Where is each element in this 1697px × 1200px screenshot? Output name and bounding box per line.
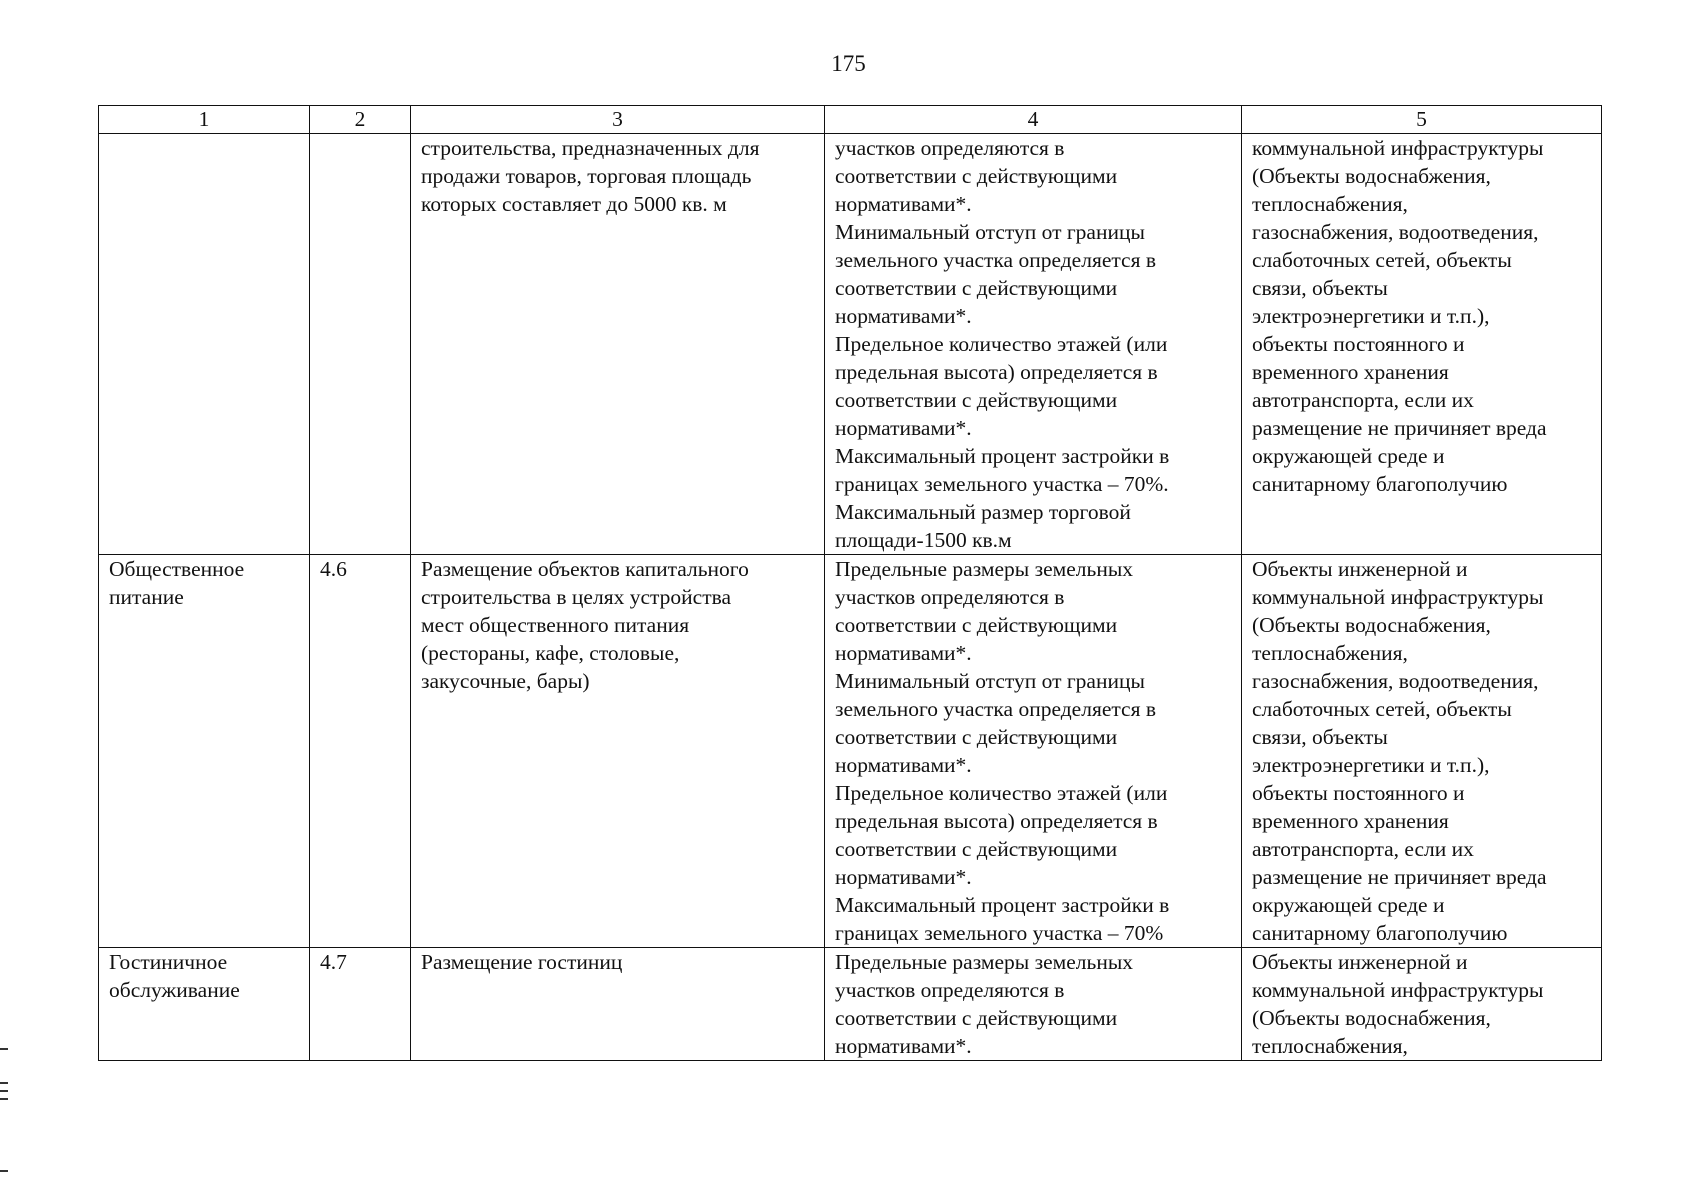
paragraph	[835, 667, 1233, 779]
parameters-line: нормативами*.	[835, 641, 972, 665]
column-header-4: 4	[825, 106, 1242, 134]
parameters-line: нормативами*.	[835, 753, 972, 777]
column-header-1: 1	[99, 106, 310, 134]
parameters-line: соответствии с действующими	[835, 1006, 1118, 1030]
auxiliary-objects-line: коммунальной инфраструктуры	[1252, 585, 1544, 609]
parameters-cell	[825, 555, 1242, 948]
margin-mark	[0, 1170, 8, 1172]
parameters-line: предельная высота) определяется в	[835, 360, 1158, 384]
description-line: строительства в целях устройства	[421, 585, 732, 609]
table-body	[99, 134, 1602, 1061]
auxiliary-objects-line: слаботочных сетей, объекты	[1252, 248, 1512, 272]
use-type-name-line: питание	[109, 585, 184, 609]
auxiliary-objects-line: коммунальной инфраструктуры	[1252, 978, 1544, 1002]
parameters-line: Предельное количество этажей (или	[835, 332, 1168, 356]
use-type-code: 4.6	[320, 557, 347, 581]
auxiliary-objects-line: объекты постоянного и	[1252, 781, 1465, 805]
use-type-code-cell	[310, 948, 411, 1061]
auxiliary-objects-line: Объекты инженерной и	[1252, 950, 1468, 974]
use-type-code: 4.7	[320, 950, 347, 974]
parameters-line: Максимальный размер торговой	[835, 500, 1131, 524]
margin-mark	[0, 1090, 8, 1092]
auxiliary-objects-line: Объекты инженерной и	[1252, 557, 1468, 581]
column-header-5: 5	[1242, 106, 1602, 134]
auxiliary-objects-line: (Объекты водоснабжения,	[1252, 613, 1491, 637]
auxiliary-objects-line: теплоснабжения,	[1252, 192, 1408, 216]
description-line: мест общественного питания	[421, 613, 690, 637]
table-row	[99, 555, 1602, 948]
auxiliary-objects-line: связи, объекты	[1252, 725, 1388, 749]
margin-mark	[0, 1048, 8, 1050]
auxiliary-objects-line: газоснабжения, водоотведения,	[1252, 669, 1539, 693]
use-type-name-cell	[99, 948, 310, 1061]
auxiliary-objects-line: (Объекты водоснабжения,	[1252, 1006, 1491, 1030]
use-type-name-line: Гостиничное	[109, 950, 228, 974]
auxiliary-objects-cell	[1242, 555, 1602, 948]
parameters-line: Предельное количество этажей (или	[835, 781, 1168, 805]
paragraph	[1252, 555, 1593, 947]
auxiliary-objects-line: электроэнергетики и т.п.),	[1252, 304, 1490, 328]
parameters-line: нормативами*.	[835, 192, 972, 216]
auxiliary-objects-line: (Объекты водоснабжения,	[1252, 164, 1491, 188]
parameters-line: Максимальный процент застройки в	[835, 444, 1170, 468]
paragraph	[1252, 948, 1593, 1060]
description-cell	[411, 948, 825, 1061]
parameters-line: земельного участка определяется в	[835, 697, 1156, 721]
paragraph	[835, 891, 1233, 947]
parameters-line: Максимальный процент застройки в	[835, 893, 1170, 917]
parameters-line: нормативами*.	[835, 304, 972, 328]
parameters-line: участков определяются в	[835, 585, 1065, 609]
auxiliary-objects-line: газоснабжения, водоотведения,	[1252, 220, 1539, 244]
table-row	[99, 134, 1602, 555]
parameters-line: соответствии с действующими	[835, 613, 1118, 637]
table-row	[99, 948, 1602, 1061]
use-type-name-line: обслуживание	[109, 978, 240, 1002]
description-cell	[411, 134, 825, 555]
auxiliary-objects-line: окружающей среде и	[1252, 893, 1445, 917]
zoning-table	[98, 105, 1602, 1061]
description-cell	[411, 555, 825, 948]
paragraph	[835, 948, 1233, 1060]
page-number: 175	[831, 51, 866, 76]
description-line: Размещение объектов капитального	[421, 557, 749, 581]
paragraph	[835, 555, 1233, 667]
paragraph	[1252, 134, 1593, 498]
use-type-name-line: Общественное	[109, 557, 245, 581]
auxiliary-objects-line: автотранспорта, если их	[1252, 388, 1474, 412]
auxiliary-objects-line: связи, объекты	[1252, 276, 1388, 300]
auxiliary-objects-line: размещение не причиняет вреда	[1252, 865, 1547, 889]
use-type-code-cell	[310, 555, 411, 948]
parameters-line: площади-1500 кв.м	[835, 528, 1012, 552]
description-line: строительства, предназначенных для	[421, 136, 760, 160]
parameters-line: границах земельного участка – 70%.	[835, 472, 1169, 496]
parameters-line: Минимальный отступ от границы	[835, 669, 1145, 693]
description-line: Размещение гостиниц	[421, 950, 623, 974]
parameters-line: соответствии с действующими	[835, 725, 1118, 749]
parameters-line: нормативами*.	[835, 865, 972, 889]
auxiliary-objects-line: автотранспорта, если их	[1252, 837, 1474, 861]
parameters-line: границах земельного участка – 70%	[835, 921, 1164, 945]
paragraph	[421, 134, 816, 218]
parameters-line: соответствии с действующими	[835, 164, 1118, 188]
auxiliary-objects-line: объекты постоянного и	[1252, 332, 1465, 356]
parameters-line: участков определяются в	[835, 978, 1065, 1002]
auxiliary-objects-line: временного хранения	[1252, 809, 1449, 833]
parameters-line: Предельные размеры земельных	[835, 557, 1134, 581]
auxiliary-objects-cell	[1242, 134, 1602, 555]
auxiliary-objects-line: коммунальной инфраструктуры	[1252, 136, 1544, 160]
parameters-line: нормативами*.	[835, 416, 972, 440]
header-row	[99, 106, 1602, 134]
parameters-line: нормативами*.	[835, 1034, 972, 1058]
parameters-line: участков определяются в	[835, 136, 1065, 160]
paragraph	[835, 498, 1233, 554]
paragraph	[835, 779, 1233, 891]
paragraph	[835, 218, 1233, 330]
parameters-cell	[825, 948, 1242, 1061]
auxiliary-objects-line: теплоснабжения,	[1252, 641, 1408, 665]
parameters-line: соответствии с действующими	[835, 837, 1118, 861]
margin-mark	[0, 1098, 8, 1100]
description-line: продажи товаров, торговая площадь	[421, 164, 752, 188]
parameters-line: соответствии с действующими	[835, 276, 1118, 300]
table-header	[99, 106, 1602, 134]
paragraph	[421, 555, 816, 695]
parameters-line: Минимальный отступ от границы	[835, 220, 1145, 244]
column-header-2: 2	[310, 106, 411, 134]
auxiliary-objects-line: электроэнергетики и т.п.),	[1252, 753, 1490, 777]
parameters-line: земельного участка определяется в	[835, 248, 1156, 272]
description-line: которых составляет до 5000 кв. м	[421, 192, 727, 216]
parameters-line: предельная высота) определяется в	[835, 809, 1158, 833]
auxiliary-objects-cell	[1242, 948, 1602, 1061]
paragraph	[835, 330, 1233, 442]
use-type-name-cell	[99, 555, 310, 948]
parameters-line: соответствии с действующими	[835, 388, 1118, 412]
description-line: закусочные, бары)	[421, 669, 590, 693]
column-header-3: 3	[411, 106, 825, 134]
paragraph	[421, 948, 816, 976]
paragraph	[835, 442, 1233, 498]
parameters-cell	[825, 134, 1242, 555]
auxiliary-objects-line: слаботочных сетей, объекты	[1252, 697, 1512, 721]
use-type-name-cell	[99, 134, 310, 555]
auxiliary-objects-line: теплоснабжения,	[1252, 1034, 1408, 1058]
description-line: (рестораны, кафе, столовые,	[421, 641, 680, 665]
auxiliary-objects-line: санитарному благополучию	[1252, 921, 1508, 945]
auxiliary-objects-line: размещение не причиняет вреда	[1252, 416, 1547, 440]
paragraph	[835, 134, 1233, 218]
auxiliary-objects-line: санитарному благополучию	[1252, 472, 1508, 496]
use-type-code-cell	[310, 134, 411, 555]
auxiliary-objects-line: окружающей среде и	[1252, 444, 1445, 468]
margin-mark	[0, 1082, 8, 1084]
auxiliary-objects-line: временного хранения	[1252, 360, 1449, 384]
parameters-line: Предельные размеры земельных	[835, 950, 1134, 974]
